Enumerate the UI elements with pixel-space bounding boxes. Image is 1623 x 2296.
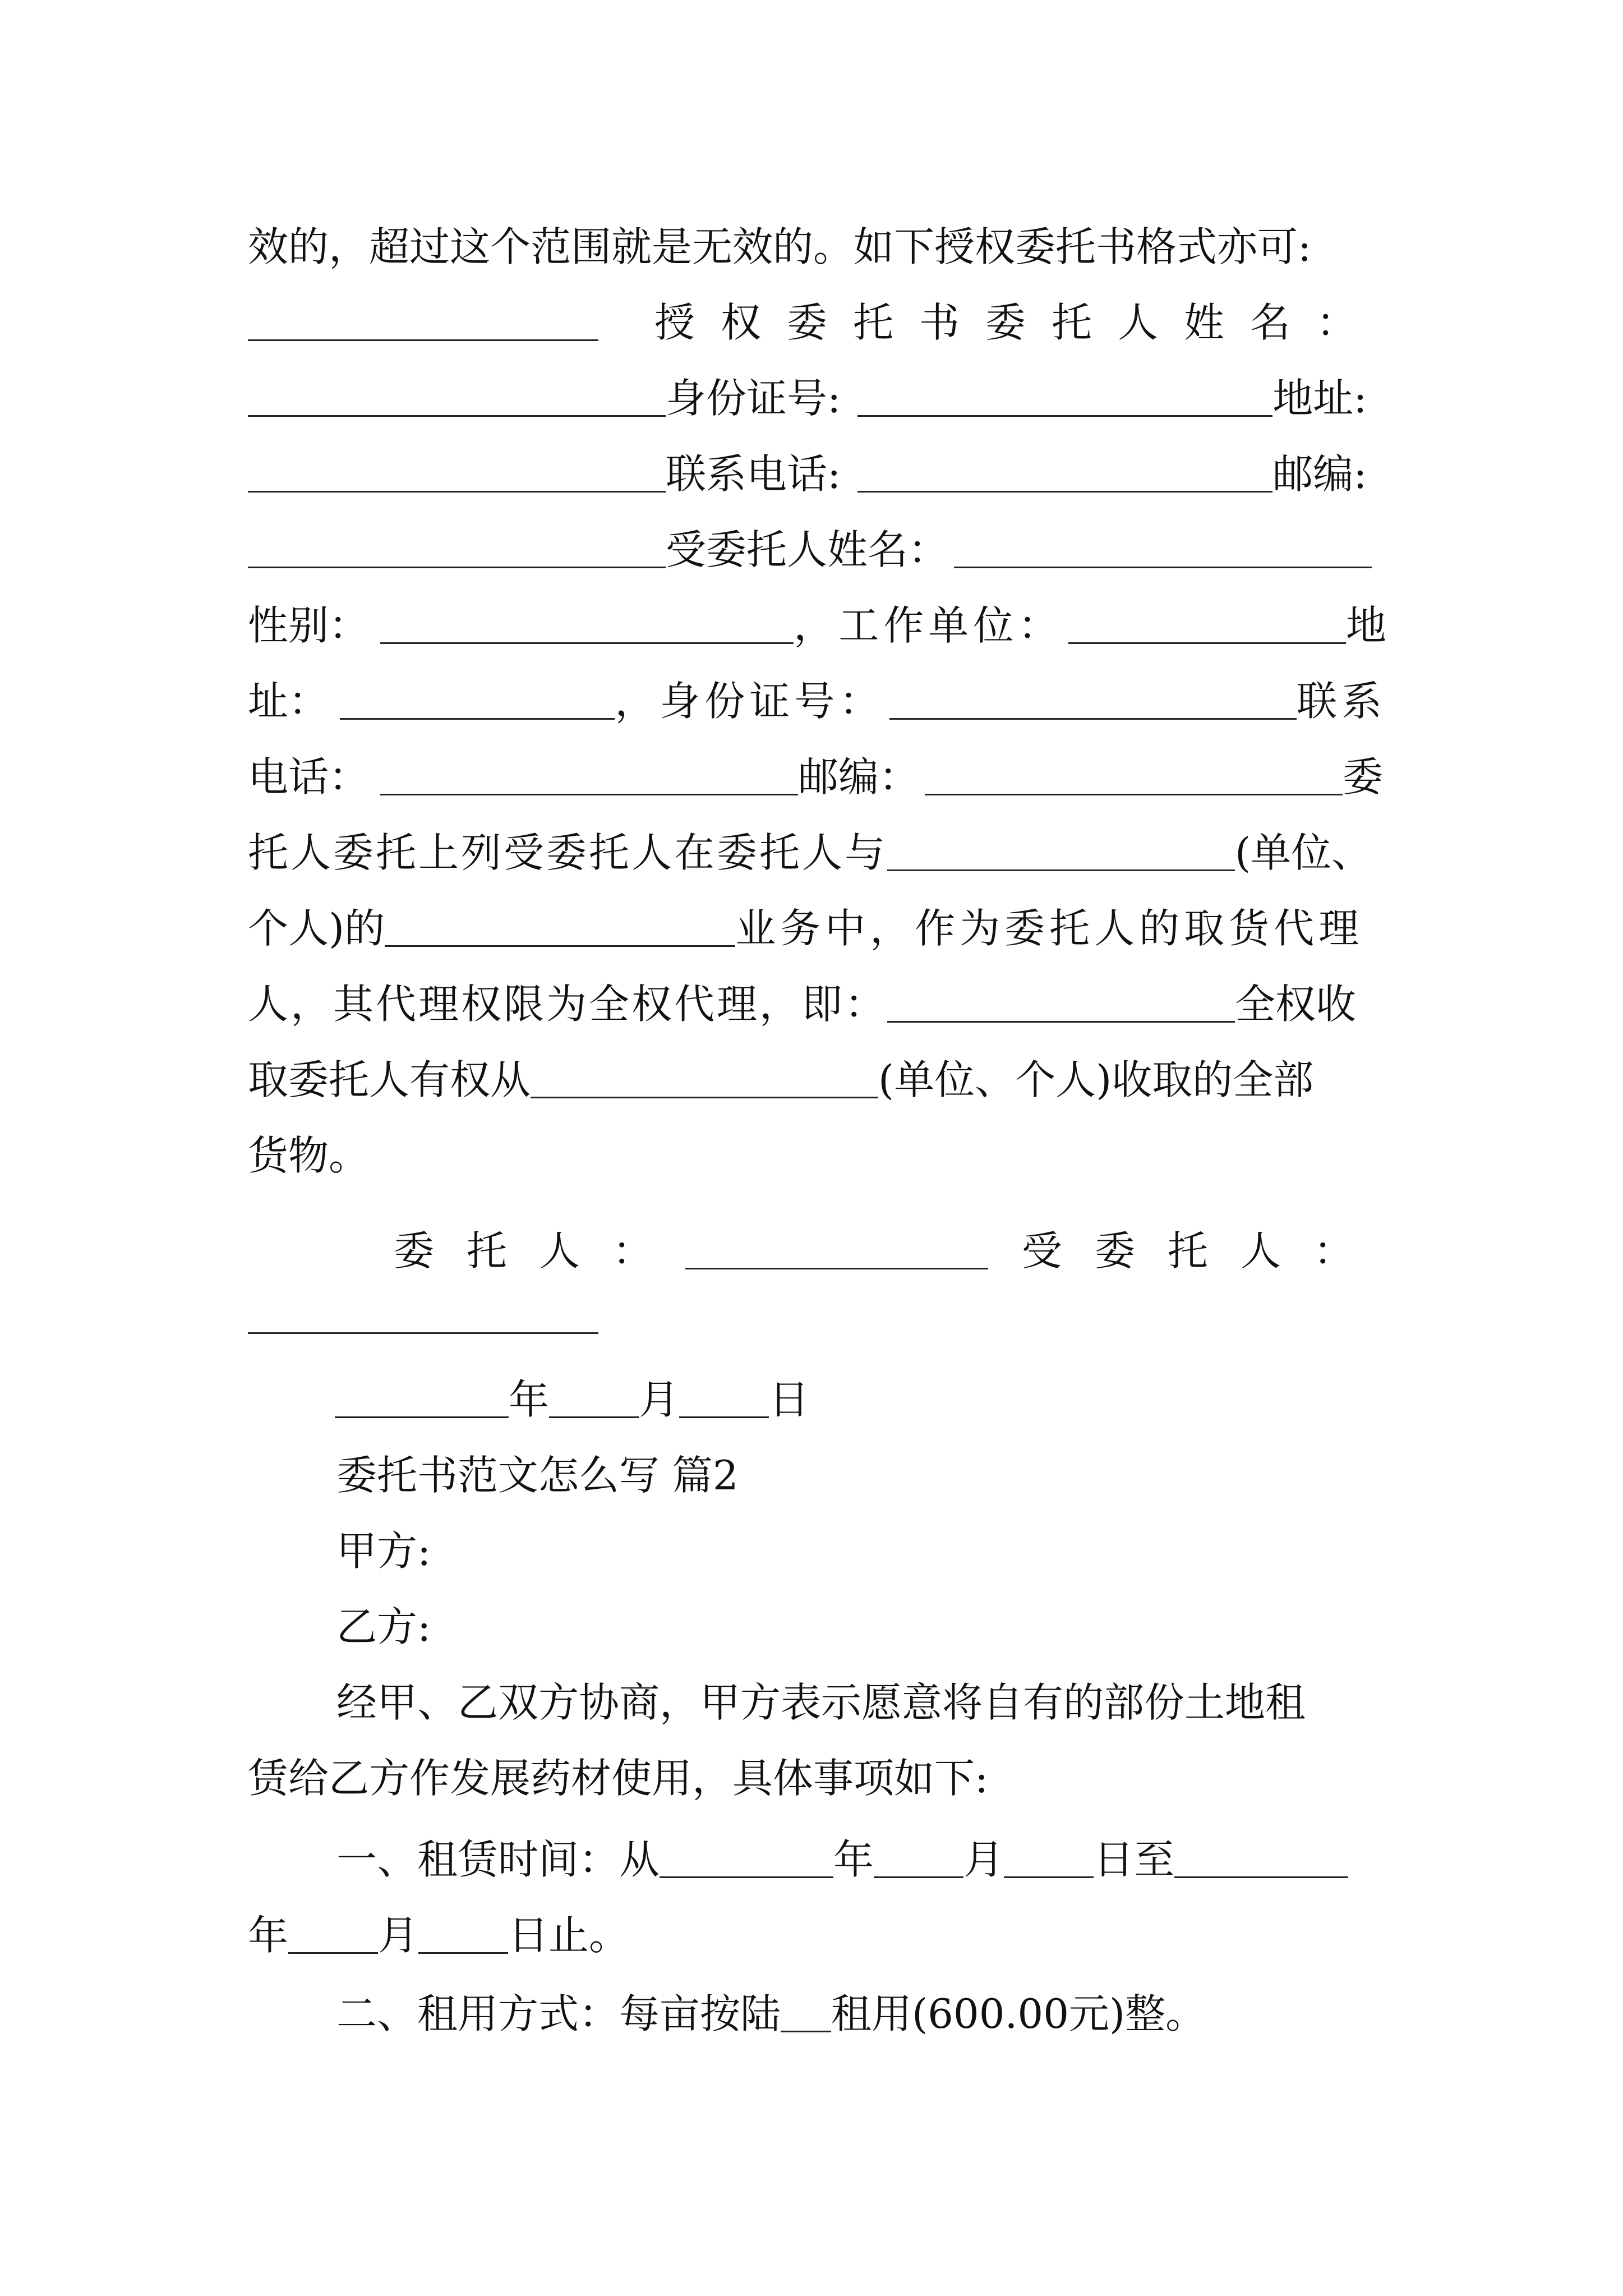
form-title: 授权委托书委托人姓名： — [654, 299, 1383, 346]
blank-field[interactable] — [248, 408, 666, 417]
blank-field[interactable] — [288, 1945, 378, 1954]
label-party-a: 甲方: — [336, 1527, 431, 1575]
label-principal: 委托人： — [394, 1227, 686, 1274]
text-line-13 — [248, 1125, 1386, 1186]
paragraph-text: 人，其代理权限为全权代理，即： — [248, 981, 888, 1028]
paragraph-text: 托人委托上列受委托人在委托人与 — [248, 829, 888, 876]
paragraph-text: (单位、个人)收取的全部 — [878, 1056, 1314, 1103]
paragraph-text: 全权收 — [1235, 981, 1357, 1028]
blank-field[interactable] — [889, 711, 1297, 720]
label-trustee: 受委托人： — [1021, 1227, 1386, 1274]
section-title: 委托书范文怎么写 篇2 — [336, 1452, 739, 1499]
label-year: 年 — [509, 1376, 550, 1423]
blank-field[interactable] — [887, 1014, 1235, 1023]
label-address: 地址: — [1272, 375, 1367, 422]
blank-field[interactable] — [1068, 636, 1346, 644]
label-postcode-2: 邮编： — [798, 753, 920, 800]
label-month: 月 — [963, 1836, 1004, 1883]
section-heading — [336, 1444, 1475, 1506]
label-phone-end: 电话： — [248, 753, 370, 800]
blank-field[interactable] — [531, 1090, 878, 1098]
text-line-6 — [248, 595, 1386, 656]
text-line-5 — [248, 519, 1386, 581]
blank-field[interactable] — [954, 560, 1372, 568]
label-year: 年 — [833, 1836, 874, 1883]
paragraph-text: 货物。 — [248, 1132, 370, 1179]
text-line-14 — [248, 1220, 1386, 1282]
blank-field[interactable] — [679, 1410, 769, 1418]
blank-field[interactable] — [1174, 1870, 1348, 1878]
blank-field[interactable] — [385, 938, 735, 947]
blank-field[interactable] — [335, 1410, 509, 1418]
blank-field[interactable] — [660, 1870, 833, 1878]
label-day-to: 日至 — [1094, 1836, 1175, 1883]
label-address-end: 址： — [248, 678, 329, 725]
text-fragment: 委 — [1343, 753, 1384, 800]
blank-field[interactable] — [685, 1261, 988, 1269]
text-line-12 — [248, 1049, 1386, 1111]
blank-field[interactable] — [549, 1410, 639, 1418]
blank-field[interactable] — [781, 2024, 831, 2032]
text-line-11 — [248, 973, 1386, 1035]
text-line-23 — [248, 1904, 1386, 1966]
paragraph-text: 一、租赁时间：从 — [336, 1836, 660, 1883]
label-party-b: 乙方: — [336, 1603, 431, 1650]
label-postcode: 邮编: — [1272, 450, 1367, 498]
text-line-10 — [248, 898, 1386, 959]
blank-field[interactable] — [857, 408, 1272, 417]
text-line-19 — [336, 1596, 1475, 1658]
blank-field[interactable] — [874, 1870, 963, 1878]
blank-field[interactable] — [340, 711, 615, 720]
label-id-number-2: ，身份证号： — [615, 678, 884, 725]
paragraph-text: 经甲、乙双方协商，甲方表示愿意将自有的部份土地租 — [336, 1679, 1306, 1726]
paragraph-text: 效的，超过这个范围就是无效的。如下授权委托书格式亦可: — [248, 223, 1312, 270]
label-id-number: 身份证号: — [666, 375, 841, 422]
text-line-1 — [248, 216, 1386, 278]
text-line-7 — [248, 670, 1386, 732]
text-line-2 — [248, 292, 1386, 353]
label-month: 月 — [639, 1376, 680, 1423]
blank-field[interactable] — [380, 636, 794, 644]
text-line-4 — [248, 443, 1386, 505]
text-line-20 — [336, 1672, 1388, 1733]
blank-field[interactable] — [857, 484, 1272, 493]
blank-field[interactable] — [925, 787, 1343, 795]
label-gender: 性别： — [248, 602, 370, 649]
label-contact-start: 联系 — [1296, 678, 1386, 725]
text-line-9 — [248, 822, 1386, 884]
blank-field[interactable] — [248, 1326, 598, 1334]
paragraph-text: 业务中，作为委托人的取货代理 — [735, 905, 1364, 952]
label-workplace: ，工作单位： — [794, 602, 1063, 649]
text-line-18 — [336, 1520, 1475, 1582]
blank-field[interactable] — [418, 1945, 508, 1954]
label-day: 日 — [769, 1376, 810, 1423]
blank-field[interactable] — [380, 787, 798, 795]
text-line-22 — [336, 1829, 1388, 1890]
blank-field[interactable] — [248, 560, 666, 568]
label-year: 年 — [248, 1912, 289, 1959]
paragraph-text: 二、租用方式：每亩按陆 — [336, 1990, 781, 2037]
label-month: 月 — [378, 1912, 419, 1959]
text-line-21 — [248, 1747, 1386, 1809]
text-line-15 — [248, 1285, 1386, 1346]
paragraph-text: 取委托人有权从 — [248, 1056, 531, 1103]
paragraph-text: 个人)的 — [248, 905, 385, 952]
text-line-3 — [248, 367, 1386, 429]
label-phone: 联系电话: — [666, 450, 841, 498]
date-line — [248, 1369, 1386, 1430]
text-line-24 — [336, 1983, 1388, 2045]
label-trustee-name: 受委托人姓名： — [666, 526, 949, 573]
paragraph-text: 赁给乙方作发展药材使用，具体事项如下: — [248, 1755, 989, 1802]
blank-field[interactable] — [248, 484, 666, 493]
blank-field[interactable] — [248, 333, 598, 341]
paragraph-text: (单位、 — [1235, 829, 1372, 876]
blank-field[interactable] — [1004, 1870, 1094, 1878]
label-address-start: 地 — [1345, 602, 1386, 649]
text-line-8 — [248, 746, 1386, 808]
blank-field[interactable] — [887, 863, 1235, 871]
label-day-end: 日止。 — [508, 1912, 630, 1959]
paragraph-text: 租用(600.00元)整。 — [831, 1990, 1206, 2037]
